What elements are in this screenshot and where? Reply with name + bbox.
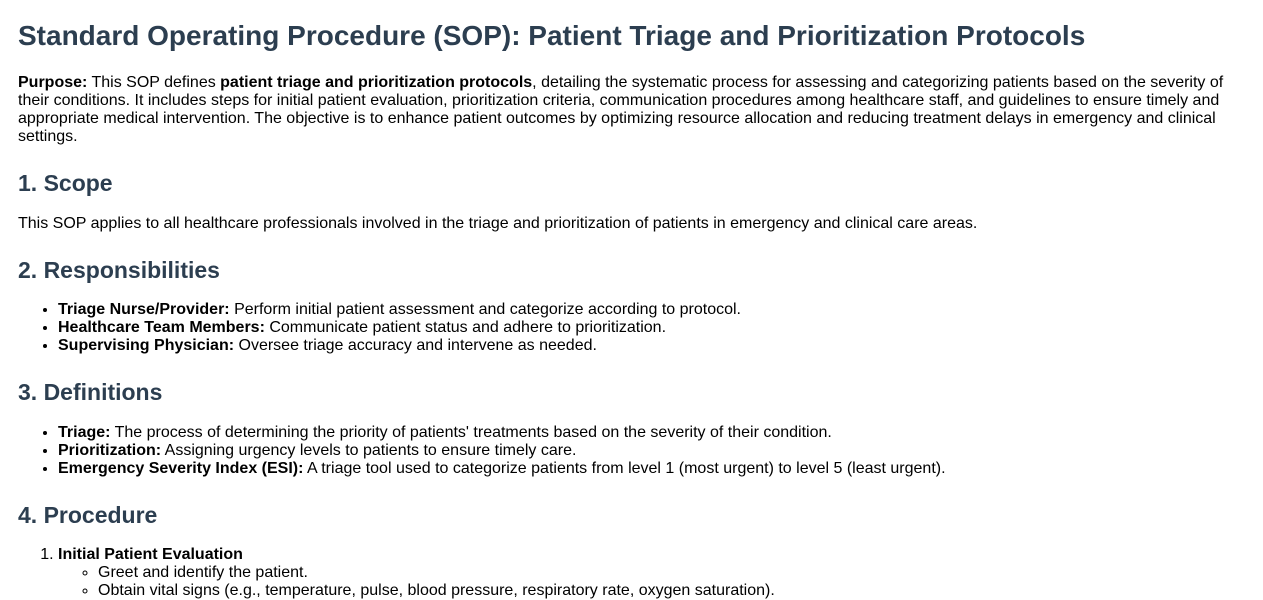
section-scope xyxy=(18,170,1244,232)
document-title: Standard Operating Procedure (SOP): Patient Triage and Prioritization Protocols xyxy=(18,20,1086,51)
list-item: • Triage Nurse/Provider: Perform initial patient assessment and categorize according to protocol. xyxy=(58,301,1244,319)
definitions-list xyxy=(18,424,1244,478)
procedure-heading: 4. Procedure xyxy=(18,501,158,528)
procedure-substep: ◦ Obtain vital signs (e.g., temperature, pulse, blood pressure, respiratory rate, oxygen saturation). xyxy=(98,582,1244,600)
definitions-heading: 3. Definitions xyxy=(18,379,163,406)
procedure-list xyxy=(18,546,1244,600)
section-responsibilities xyxy=(18,257,1244,355)
responsibilities-list xyxy=(18,301,1244,355)
list-item: • Supervising Physician: Oversee triage accuracy and intervene as needed. xyxy=(58,337,1244,355)
procedure-step-title: Initial Patient Evaluation xyxy=(58,545,243,563)
list-item: • Prioritization: Assigning urgency levels to patients to ensure timely care. xyxy=(58,442,1244,460)
list-item: • Emergency Severity Index (ESI): A triage tool used to categorize patients from level 1 (most urgent) to level 5 (least urgent). xyxy=(58,460,1244,478)
procedure-step xyxy=(58,546,1244,600)
list-item: • Triage: The process of determining the priority of patients' treatments based on the severity of their condition. xyxy=(58,424,1244,442)
section-procedure xyxy=(18,502,1244,600)
section-definitions xyxy=(18,379,1244,477)
list-item: • Healthcare Team Members: Communicate patient status and adhere to prioritization. xyxy=(58,319,1244,337)
procedure-substep: ◦ Greet and identify the patient. xyxy=(98,564,1244,582)
purpose-paragraph: Purpose: This SOP defines patient triage and prioritization protocols, detailing the systematic process for assessing and categorizing patients based on the severity of their conditions. It includes steps for initial patient evaluation, prioritization criteria, communication procedures among healthcare staff, and guidelines to ensure timely and appropriate medical intervention. The objective is to enhance patient outcomes by optimizing resource allocation and reducing treatment delays in emergency and clinical settings. xyxy=(18,74,1224,146)
scope-paragraph: This SOP applies to all healthcare professionals involved in the triage and prioritization of patients in emergency and clinical care areas. xyxy=(18,214,978,232)
responsibilities-heading: 2. Responsibilities xyxy=(18,256,220,283)
scope-heading: 1. Scope xyxy=(18,170,113,197)
